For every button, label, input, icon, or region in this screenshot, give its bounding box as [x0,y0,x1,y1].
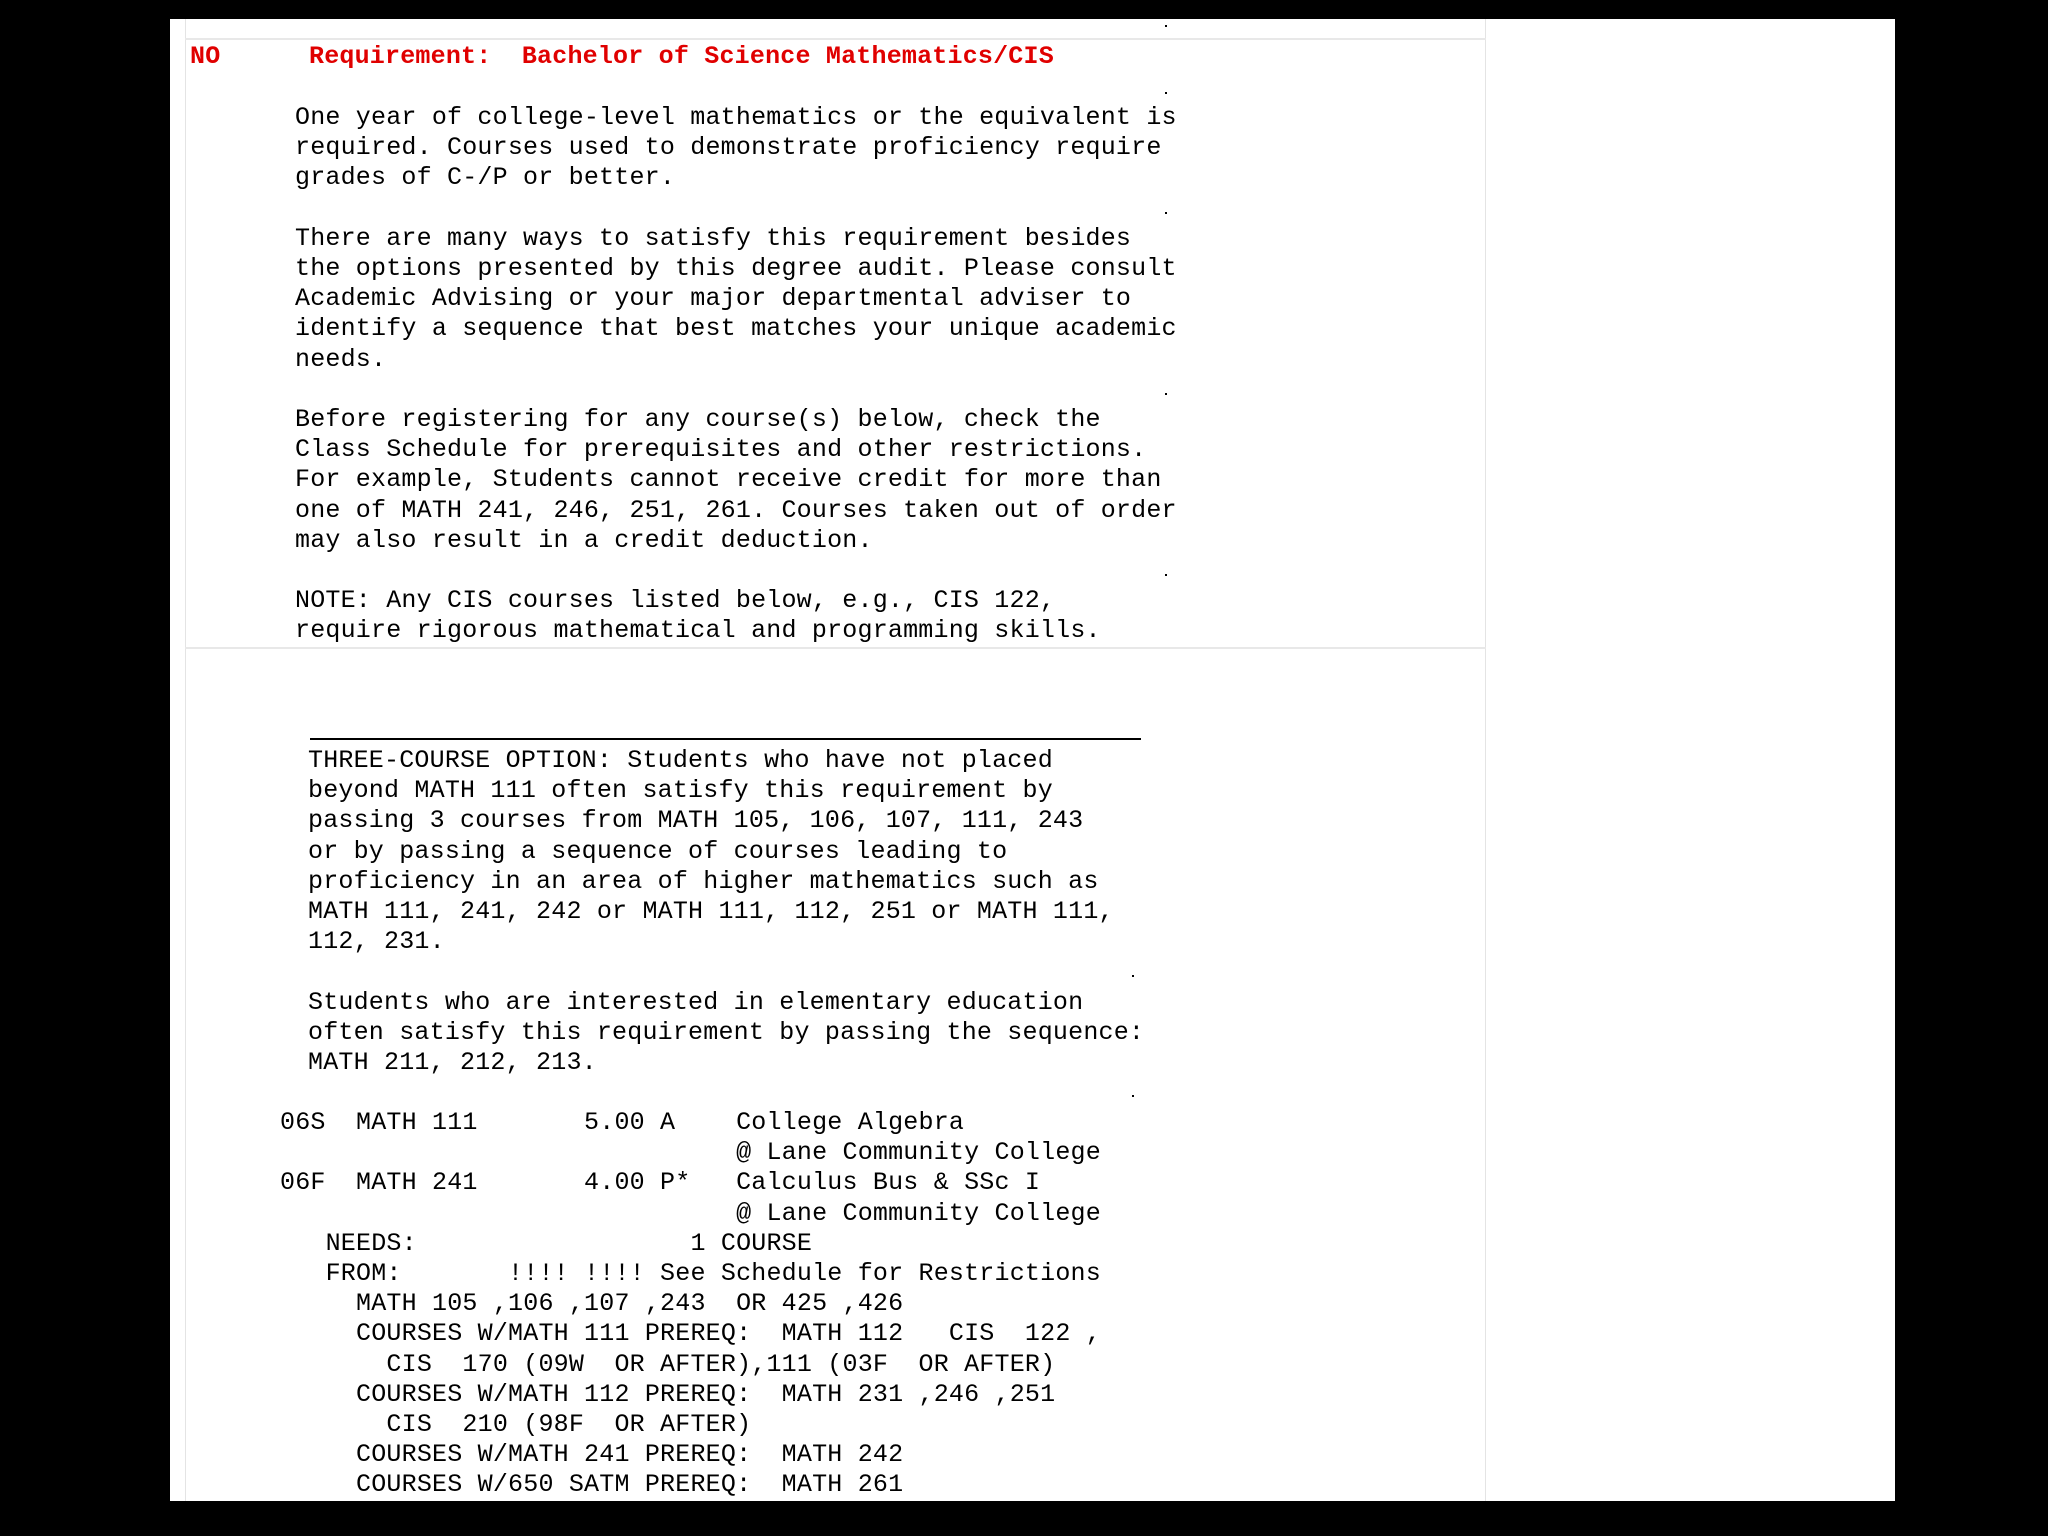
requirement-status: NO [190,42,221,71]
tick-dot [1165,92,1167,94]
option-rule [310,738,1141,740]
tick-dot [1165,25,1167,27]
top-divider [185,38,1486,40]
section-divider [185,647,1486,649]
requirement-title: Requirement: Bachelor of Science Mathematics/CIS [309,42,1054,71]
degree-audit-page [170,19,1895,1501]
tick-dot [1132,1095,1134,1097]
requirement-description: One year of college-level mathematics or the equivalent is required. Courses used to demonstrate proficiency require grades of C-/P or better. There are many ways to satisfy this requirement besides the options presented by this degree audit. Please consult Academic Advising or your major departmental adviser to identify a sequence that best matches your unique academic needs. Before registering for any course(s) below, check the Class Schedule for prerequisites and other restrictions. For example, Students cannot receive credit for more than one of MATH 241, 246, 251, 261. Courses taken out of order may also result in a credit deduction. NOTE: Any CIS courses listed below, e.g., CIS 122, require rigorous mathematical and programming skills. [295,103,1177,646]
three-course-option-text: THREE-COURSE OPTION: Students who have not placed beyond MATH 111 often satisfy this requirement by passing 3 courses from MATH 105, 106, 107, 111, 243 or by passing a sequence of courses leading to proficiency in an area of higher mathematics such as MATH 111, 241, 242 or MATH 111, 112, 251 or MATH 111, 112, 231. Students who are interested in elementary education often satisfy this requirement by passing the sequence: MATH 211, 212, 213. [308,746,1145,1078]
course-history-and-needs: 06S MATH 111 5.00 A College Algebra @ Lane Community College 06F MATH 241 4.00 P* Calculus Bus & SSc I @ Lane Community College NEEDS: 1 COURSE FROM: !!!! !!!! See Schedule for Restrictions MATH 105 ,106 ,107 ,243 OR 425 ,426 COURSES W/MATH 111 PREREQ: MATH 112 CIS 122 , CIS 170 (09W OR AFTER),111 (03F OR AFTER) COURSES W/MATH 112 PREREQ: MATH 231 ,246 ,251 CIS 210 (98F OR AFTER) COURSES W/MATH 241 PREREQ: MATH 242 COURSES W/650 SATM PREREQ: MATH 261 [280,1108,1101,1500]
